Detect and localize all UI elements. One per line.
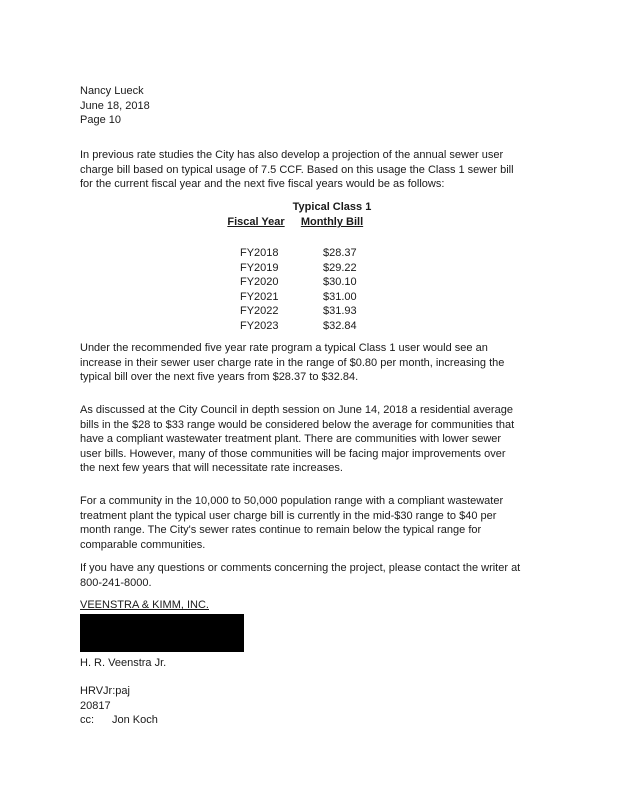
text-line: If you have any questions or comments concerning the project, please contact the writer at bbox=[80, 562, 521, 574]
page-number: Page 10 bbox=[80, 114, 121, 126]
initials: HRVJr:paj bbox=[80, 685, 130, 697]
text-line: month range. The City's sewer rates continue to remain below the typical range for bbox=[80, 524, 482, 536]
cc-line bbox=[80, 713, 158, 728]
reference-number: 20817 bbox=[80, 699, 111, 712]
text-line: increase in their sewer user charge rate in the range of $0.80 per month, increasing the bbox=[80, 356, 505, 369]
table-row bbox=[0, 304, 617, 319]
table-row bbox=[0, 275, 617, 290]
text-line: Under the recommended five year rate program a typical Class 1 user would see an bbox=[80, 342, 488, 354]
text-line: treatment plant the typical user charge bill is currently in the mid-$30 range to $40 per bbox=[80, 509, 497, 522]
text-line: comparable communities. bbox=[80, 538, 206, 551]
paragraph-2 bbox=[80, 341, 580, 385]
table-row bbox=[0, 319, 617, 334]
bill-cell: $31.93 bbox=[323, 305, 357, 317]
header-bill-line1: Typical Class 1 bbox=[292, 201, 372, 213]
cc-name: Jon Koch bbox=[112, 714, 158, 726]
text-line: For a community in the 10,000 to 50,000 population range with a compliant wastewater bbox=[80, 495, 504, 507]
table-row bbox=[0, 261, 617, 276]
company-name: VEENSTRA & KIMM, INC. bbox=[80, 599, 209, 611]
bill-cell: $31.00 bbox=[323, 290, 357, 303]
header-monthly-bill: Monthly Bill bbox=[300, 216, 364, 228]
bill-cell: $29.22 bbox=[323, 261, 357, 274]
letter-footer bbox=[80, 684, 158, 728]
text-line: user bills. However, many of those communities will be facing major improvements over bbox=[80, 447, 506, 460]
header-fiscal-year: Fiscal Year bbox=[227, 216, 285, 228]
cc-label: cc: bbox=[80, 714, 95, 726]
fiscal-year-cell: FY2021 bbox=[240, 290, 279, 303]
paragraph-4 bbox=[80, 494, 580, 552]
letter-header bbox=[80, 84, 150, 128]
fiscal-year-cell: FY2019 bbox=[240, 261, 279, 274]
text-line: for the current fiscal year and the next five fiscal years would be as follows: bbox=[80, 178, 445, 190]
fiscal-year-cell: FY2018 bbox=[240, 247, 279, 259]
text-line: In previous rate studies the City has also develop a projection of the annual sewer user bbox=[80, 149, 504, 161]
paragraph-1 bbox=[80, 148, 580, 192]
recipient-name: Nancy Lueck bbox=[80, 85, 144, 97]
bill-cell: $30.10 bbox=[323, 276, 357, 288]
fiscal-year-cell: FY2020 bbox=[240, 276, 279, 288]
text-line: bills in the $28 to $33 range would be considered below the average for communities that bbox=[80, 418, 515, 431]
letter-date: June 18, 2018 bbox=[80, 99, 150, 112]
text-line: the next few years that will necessitate rate increases. bbox=[80, 462, 343, 474]
paragraph-3 bbox=[80, 403, 580, 476]
text-line: charge bill based on typical usage of 7.5 CCF. Based on this usage the Class 1 sewer bill bbox=[80, 163, 514, 176]
text-line: typical bill over the next five years from $28.37 to $32.84. bbox=[80, 371, 359, 383]
bill-cell: $28.37 bbox=[323, 247, 357, 259]
signer-name: H. R. Veenstra Jr. bbox=[80, 657, 167, 669]
fiscal-year-cell: FY2022 bbox=[240, 305, 279, 317]
text-line: As discussed at the City Council in depth session on June 14, 2018 a residential average bbox=[80, 404, 513, 416]
table-row bbox=[0, 290, 617, 305]
fiscal-year-cell: FY2023 bbox=[240, 319, 279, 332]
text-line: have a compliant wastewater treatment plant. There are communities with lower sewer bbox=[80, 433, 502, 445]
paragraph-5 bbox=[80, 561, 580, 590]
text-line: 800-241-8000. bbox=[80, 576, 152, 589]
bill-cell: $32.84 bbox=[323, 319, 357, 332]
table-row bbox=[0, 246, 617, 261]
redacted-signature bbox=[80, 614, 244, 652]
